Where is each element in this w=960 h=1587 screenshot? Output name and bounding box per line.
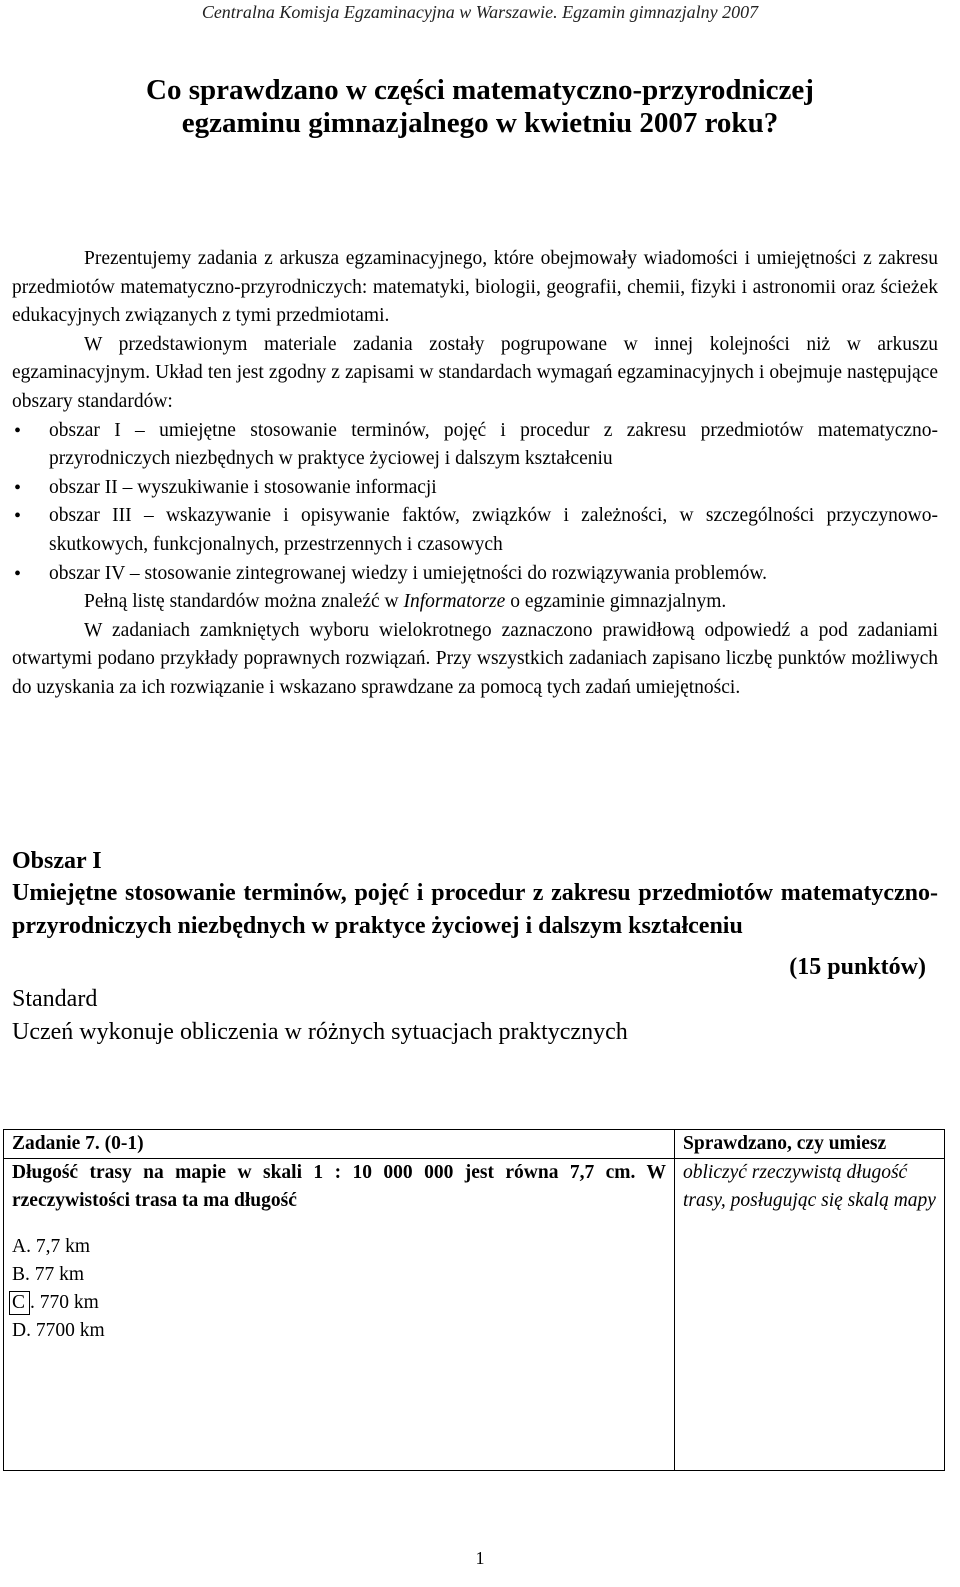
- standards-list-item: [12, 560, 938, 589]
- answer-text: . 770 km: [30, 1292, 99, 1313]
- standards-list-item-text: obszar II – wyszukiwanie i stosowanie informacji: [49, 476, 437, 498]
- bullet-icon: •: [14, 476, 22, 499]
- answer-list: [12, 1233, 666, 1345]
- intro-paragraph-1: Prezentujemy zadania z arkusza egzaminacyjnego, które obejmowały wiadomości i umiejętności z zakresu przedmiotów matematyczno-przyrodniczych: matematyki, biologii, geografii, chemii, fizyki i astronomii oraz ścieżek edukacyjnych związanych z tymi przedmiotami.: [12, 248, 938, 327]
- task-title: Zadanie 7. (0-1): [4, 1130, 675, 1159]
- task-question: Długość trasy na mapie w skali 1 : 10 000 000 jest równa 7,7 cm. W rzeczywistości trasa ta ma długość: [12, 1162, 666, 1211]
- standards-list-item: [12, 417, 938, 474]
- answer-letter: A: [12, 1236, 27, 1257]
- task-table: [3, 1129, 945, 1471]
- document-header: Centralna Komisja Egzaminacyjna w Warszawie. Egzamin gimnazjalny 2007: [201, 2, 759, 22]
- standards-list-item-text: obszar IV – stosowanie zintegrowanej wiedzy i umiejętności do rozwiązywania problemów.: [49, 562, 768, 584]
- answer-option-d: [12, 1317, 666, 1345]
- answer-option-a: [12, 1233, 666, 1261]
- correct-answer-marker: C: [9, 1291, 30, 1315]
- answer-text: . 7700 km: [26, 1320, 105, 1341]
- standards-list: [12, 417, 938, 589]
- answer-text: . 77 km: [25, 1264, 85, 1285]
- answer-option-c: [12, 1289, 666, 1317]
- bullet-icon: •: [14, 505, 22, 528]
- task-table-header-row: [4, 1130, 945, 1159]
- page-title-line-2: egzaminu gimnazjalnego w kwietniu 2007 roku?: [181, 107, 779, 139]
- check-header: Sprawdzano, czy umiesz: [675, 1130, 945, 1159]
- informator-title: Informatorze: [403, 591, 506, 613]
- task-content: [4, 1159, 675, 1471]
- intro-text: [12, 245, 938, 703]
- answer-option-b: [12, 1261, 666, 1289]
- task-table-body-row: [4, 1159, 945, 1471]
- page-title: [0, 74, 960, 140]
- obszar-description: Umiejętne stosowanie terminów, pojęć i procedur z zakresu przedmiotów matematyczno-przyrodniczych niezbędnych w praktyce życiowej i dalszym kształceniu: [12, 880, 938, 939]
- intro-p3-text: Pełną listę standardów można znaleźć w: [84, 591, 404, 613]
- page-number: 1: [475, 1548, 485, 1568]
- standards-list-item-text: obszar III – wskazywanie i opisywanie faktów, związków i zależności, w szczególności przyczynowo-skutkowych, funkcjonalnych, przestrzennych i czasowych: [49, 505, 938, 555]
- standard-text: Uczeń wykonuje obliczenia w różnych sytuacjach praktycznych: [12, 1019, 628, 1045]
- standards-list-item: [12, 502, 938, 559]
- bullet-icon: •: [14, 562, 22, 585]
- obszar-section: [12, 845, 938, 1048]
- answer-letter: D: [12, 1320, 27, 1341]
- bullet-icon: •: [14, 419, 22, 442]
- standard-label: Standard: [12, 986, 98, 1012]
- answer-text: . 7,7 km: [26, 1236, 91, 1257]
- page-title-line-1: Co sprawdzano w części matematyczno-przyrodniczej: [146, 74, 814, 106]
- standards-list-item-text: obszar I – umiejętne stosowanie terminów, pojęć i procedur z zakresu przedmiotów matematyczno-przyrodniczych niezbędnych w praktyce życiowej i dalszym kształceniu: [49, 419, 938, 470]
- intro-paragraph-4: W zadaniach zamkniętych wyboru wielokrotnego zaznaczono prawidłową odpowiedź a pod zadaniami otwartymi podano przykłady poprawnych rozwiązań. Przy wszystkich zadaniach zapisano liczbę punktów możliwych do uzyskania za ich rozwiązanie i wskazano sprawdzane za pomocą tych zadań umiejętności.: [12, 619, 938, 698]
- standards-list-item: [12, 474, 938, 503]
- intro-p3-text-end: o egzaminie gimnazjalnym.: [505, 591, 727, 613]
- intro-paragraph-3: [12, 588, 938, 617]
- answer-letter: B: [12, 1264, 26, 1285]
- skill-description: obliczyć rzeczywistą długość trasy, posługując się skalą mapy: [675, 1159, 945, 1471]
- points-total: (15 punktów): [789, 954, 926, 980]
- intro-paragraph-2: W przedstawionym materiale zadania zostały pogrupowane w innej kolejności niż w arkuszu egzaminacyjnym. Układ ten jest zgodny z zapisami w standardach wymagań egzaminacyjnych i obejmuje następujące obszary standardów:: [12, 333, 938, 412]
- obszar-title: Obszar I: [12, 848, 102, 874]
